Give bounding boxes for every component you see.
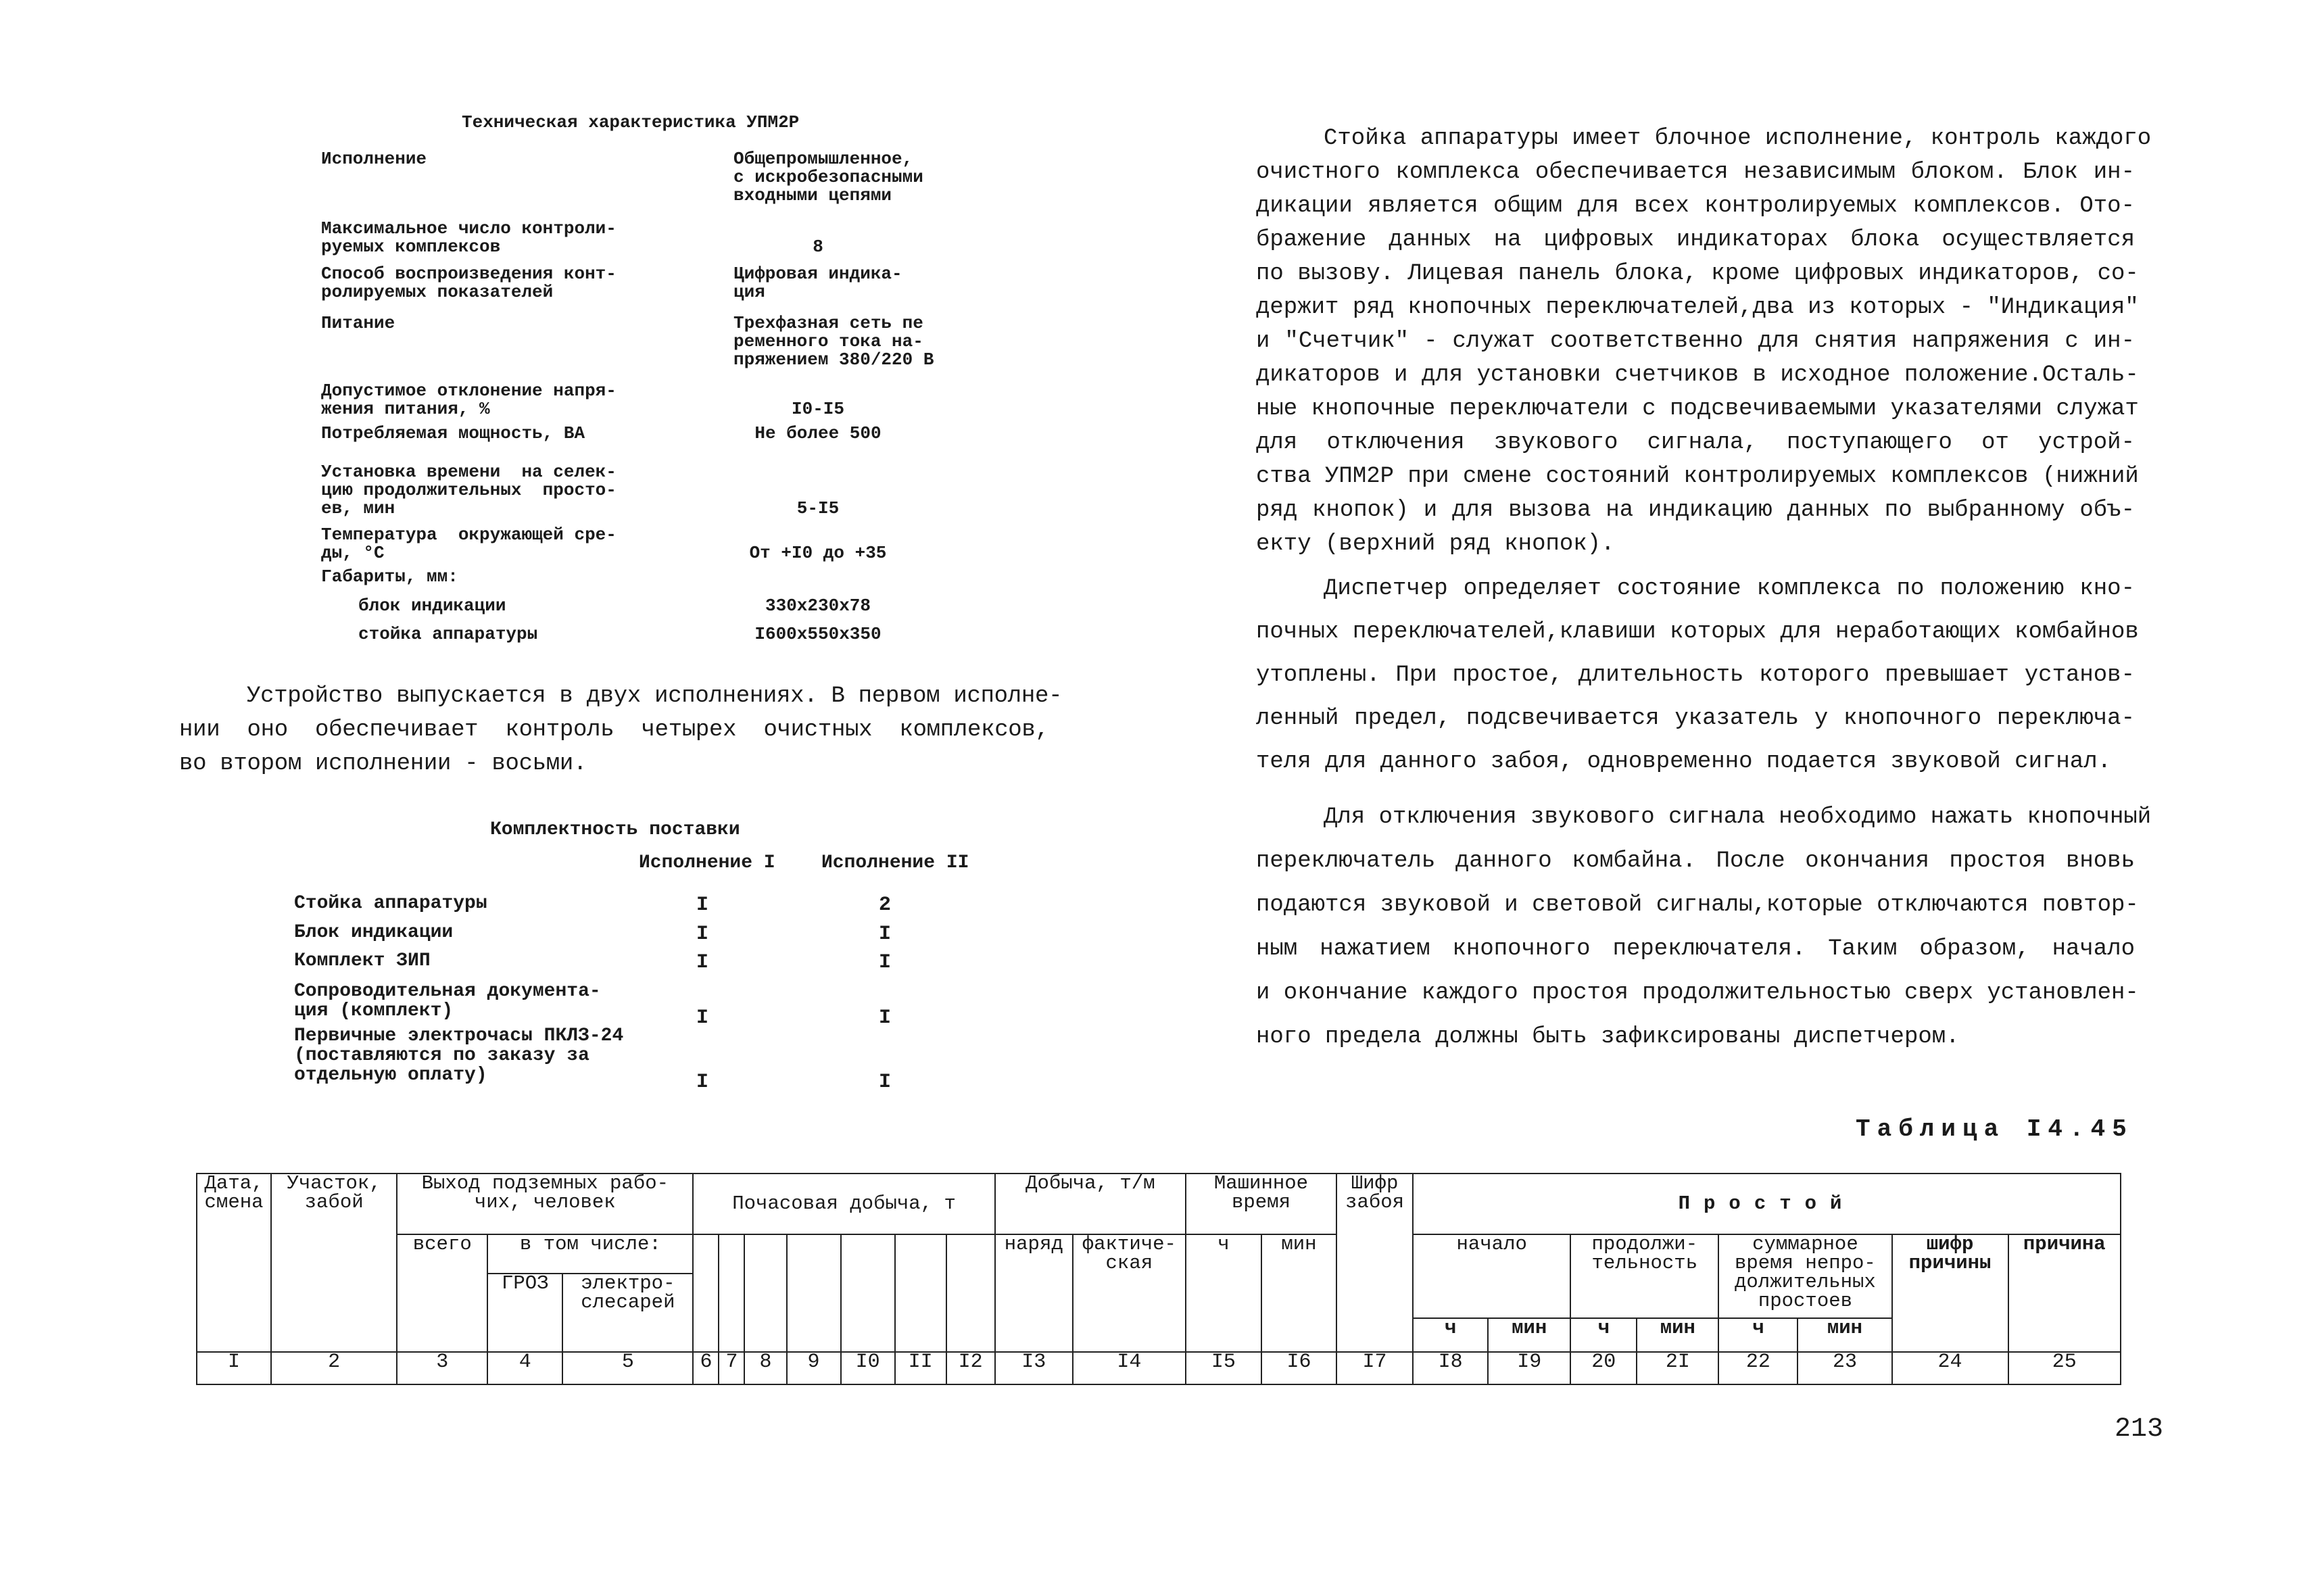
- spec-value-line: I600x550x350: [754, 624, 882, 644]
- header-duration: продолжи- тельность: [1570, 1234, 1718, 1318]
- column-number: 22: [1718, 1352, 1798, 1384]
- column-number: I4: [1073, 1352, 1186, 1384]
- paragraph-line: теля для данного забоя, одновременно подается звуковой сигнал.: [1256, 749, 2112, 775]
- header-including: в том числе:: [487, 1234, 693, 1274]
- kit-col1-header: Исполнение I: [639, 852, 775, 873]
- paragraph-line: бражение данных на цифровых индикаторах блока осуществляется: [1256, 227, 2135, 253]
- kit-item-v1: I: [696, 923, 709, 946]
- column-number: I5: [1186, 1352, 1261, 1384]
- header-section: Участок, забой: [271, 1174, 397, 1352]
- column-number: I6: [1261, 1352, 1336, 1384]
- left-paragraph: [179, 679, 1063, 781]
- paragraph-line: для отключения звукового сигнала, поступающего от устрой-: [1256, 430, 2135, 456]
- kit-item-line: отдельную оплату): [294, 1065, 487, 1086]
- kit-item-v2: I: [879, 1071, 892, 1094]
- spec-value-line: Цифровая индика-: [733, 264, 902, 284]
- paragraph-line: утоплены. При простое, длительность которого превышает установ-: [1256, 662, 2135, 688]
- header-workers: Выход подземных рабо- чих, человек: [397, 1174, 693, 1234]
- spec-label: [321, 314, 395, 333]
- paragraph-line: по вызову. Лицевая панель блока, кроме цифровых индикаторов, со-: [1256, 261, 2139, 287]
- header-reason-code: шифр причины: [1892, 1234, 2008, 1352]
- column-number-row: [197, 1352, 2121, 1384]
- paragraph-line: переключатель данного комбайна. После окончания простоя вновь: [1256, 848, 2135, 874]
- column-number: I7: [1336, 1352, 1413, 1384]
- spec-label-line: цию продолжительных просто-: [321, 480, 617, 500]
- spec-value: [733, 150, 923, 205]
- kit-item-label: [294, 982, 601, 1021]
- kit-item-line: Стойка аппаратуры: [294, 893, 487, 914]
- header-start-h: ч: [1413, 1318, 1488, 1352]
- spec-label: [321, 463, 617, 518]
- spec-label-line: Питание: [321, 313, 395, 333]
- header-machine-h: ч: [1186, 1234, 1261, 1352]
- spec-label-line: ролируемых показателей: [321, 282, 554, 302]
- hour-col-6: [895, 1234, 946, 1352]
- table-caption: Таблица I4.45: [1856, 1115, 2133, 1143]
- header-electricians: электро- слесарей: [562, 1274, 693, 1352]
- header-machine-min: мин: [1261, 1234, 1336, 1352]
- spec-value-line: пряжением 380/220 В: [733, 349, 934, 370]
- spec-value-line: с искробезопасными: [733, 167, 923, 187]
- spec-label-line: Потребляемая мощность, ВА: [321, 423, 585, 443]
- kit-item-line: (поставляются по заказу за: [294, 1045, 589, 1066]
- spec-value-line: Не более 500: [754, 423, 882, 443]
- left-paragraph-line: во втором исполнении - восьми.: [179, 751, 587, 777]
- column-number: 24: [1892, 1352, 2008, 1384]
- header-downtime: Простой: [1413, 1174, 2121, 1234]
- header-groz: ГРОЗ: [487, 1274, 562, 1352]
- spec-value-line: I0-I5: [791, 399, 844, 419]
- spec-value-line: входными цепями: [733, 185, 892, 205]
- spec-label-line: Допустимое отклонение напря-: [321, 381, 617, 401]
- data-table: [196, 1173, 2121, 1385]
- column-number: 23: [1798, 1352, 1891, 1384]
- spec-value-line: 5-I5: [796, 498, 840, 518]
- spec-value-line: Общепромышленное,: [733, 149, 913, 169]
- paragraph-line: ного предела должны быть зафиксированы диспетчером.: [1256, 1024, 1960, 1050]
- kit-item-v1: I: [696, 894, 709, 917]
- column-number: 3: [397, 1352, 487, 1384]
- column-number: I9: [1488, 1352, 1570, 1384]
- spec-label-line: Установка времени на селек-: [321, 462, 617, 482]
- spec-value: [733, 544, 902, 562]
- spec-label: [321, 568, 458, 586]
- kit-item-v1: I: [696, 1007, 709, 1030]
- header-duration-min: мин: [1637, 1318, 1718, 1352]
- header-hourly-output: Почасовая добыча, т: [693, 1174, 994, 1234]
- paragraph-line: почных переключателей,клавиши которых для неработающих комбайнов: [1256, 619, 2139, 645]
- spec-value: [733, 625, 902, 644]
- header-output: Добыча, т/м: [995, 1174, 1186, 1234]
- header-plan: наряд: [995, 1234, 1073, 1352]
- page-number: 213: [2115, 1414, 2164, 1445]
- hour-col-5: [841, 1234, 895, 1352]
- kit-col2-header: Исполнение II: [821, 852, 969, 873]
- spec-label-line: Способ воспроизведения конт-: [321, 264, 617, 284]
- hour-col-2: [719, 1234, 744, 1352]
- left-paragraph-line: нии оно обеспечивает контроль четырех очистных комплексов,: [179, 717, 1049, 743]
- paragraph-line: и окончание каждого простоя продолжительностью сверх установлен-: [1256, 980, 2139, 1006]
- hour-col-7: [946, 1234, 995, 1352]
- paragraph-line: ные кнопочные переключатели с подсвечиваемыми указателями служат: [1256, 396, 2139, 422]
- left-paragraph-line: Устройство выпускается в двух исполнениях. В первом исполне-: [247, 683, 1063, 709]
- column-number: 5: [562, 1352, 693, 1384]
- header-duration-h: ч: [1570, 1318, 1637, 1352]
- spec-label: [321, 265, 617, 301]
- header-start: начало: [1413, 1234, 1570, 1318]
- paragraph-line: ным нажатием кнопочного переключателя. Таким образом, начало: [1256, 936, 2135, 962]
- kit-item-v2: I: [879, 1007, 892, 1030]
- header-total-h: ч: [1718, 1318, 1798, 1352]
- kit-item-line: Комплект ЗИП: [294, 950, 431, 971]
- column-number: I: [197, 1352, 271, 1384]
- header-total-min: мин: [1798, 1318, 1891, 1352]
- spec-value: [733, 238, 902, 256]
- spec-value-line: Трехфазная сеть пе: [733, 313, 923, 333]
- spec-value: [733, 500, 902, 518]
- spec-label-line: ев, мин: [321, 498, 395, 518]
- spec-label-line: Температура окружающей сре-: [321, 525, 617, 545]
- kit-item-v1: I: [696, 951, 709, 974]
- kit-item-label: [294, 951, 431, 971]
- kit-item-line: ция (комплект): [294, 1000, 454, 1021]
- spec-label-line: Габариты, мм:: [321, 566, 458, 587]
- column-number: 9: [787, 1352, 841, 1384]
- spec-value-line: 8: [813, 237, 823, 257]
- spec-value: [733, 400, 902, 418]
- spec-label-line: Максимальное число контроли-: [321, 218, 617, 239]
- kit-title: Комплектность поставки: [490, 819, 740, 840]
- hour-col-1: [693, 1234, 719, 1352]
- kit-item-label: [294, 923, 453, 942]
- column-number: 4: [487, 1352, 562, 1384]
- kit-item-label: [294, 894, 487, 913]
- hour-col-4: [787, 1234, 841, 1352]
- column-number: I0: [841, 1352, 895, 1384]
- spec-title: Техническая характеристика УПМ2Р: [462, 112, 800, 132]
- spec-value-line: От +I0 до +35: [749, 543, 887, 563]
- column-number: 20: [1570, 1352, 1637, 1384]
- kit-item-line: Блок индикации: [294, 922, 454, 943]
- spec-label-line: ды, °С: [321, 543, 385, 563]
- column-number: 25: [2008, 1352, 2121, 1384]
- spec-value: [733, 425, 902, 443]
- paragraph-line: Для отключения звукового сигнала необходимо нажать кнопочный: [1324, 804, 2152, 830]
- spec-value: [733, 314, 934, 369]
- column-number: 7: [719, 1352, 744, 1384]
- column-number: 2: [271, 1352, 397, 1384]
- paragraph-line: ряд кнопок) и для вызова на индикацию данных по выбранному объ-: [1256, 498, 2135, 523]
- kit-item-line: Сопроводительная документа-: [294, 981, 601, 1002]
- column-number: 6: [693, 1352, 719, 1384]
- spec-label: [321, 425, 585, 443]
- spec-label-line: блок индикации: [358, 596, 506, 616]
- header-total-time: суммарное время непро- должительных простоев: [1718, 1234, 1891, 1318]
- kit-item-v2: I: [879, 923, 892, 946]
- header-total: всего: [397, 1234, 487, 1352]
- spec-label: [321, 526, 617, 562]
- spec-label: [321, 220, 617, 256]
- column-number: I3: [995, 1352, 1073, 1384]
- paragraph-line: очистного комплекса обеспечивается независимым блоком. Блок ин-: [1256, 160, 2135, 185]
- paragraph-line: екту (верхний ряд кнопок).: [1256, 531, 1615, 557]
- paragraph-line: подаются звуковой и световой сигналы,которые отключаются повтор-: [1256, 892, 2139, 918]
- header-start-min: мин: [1488, 1318, 1570, 1352]
- kit-item-v2: I: [879, 951, 892, 974]
- spec-label: [321, 150, 427, 168]
- header-reason: причина: [2008, 1234, 2121, 1352]
- kit-item-v1: I: [696, 1071, 709, 1094]
- paragraph-line: ства УПМ2Р при смене состояний контролируемых комплексов (нижний: [1256, 464, 2139, 489]
- spec-label-line: руемых комплексов: [321, 237, 501, 257]
- kit-item-label: [294, 1026, 623, 1085]
- header-code: Шифр забоя: [1336, 1174, 1413, 1352]
- paragraph-line: держит ряд кнопочных переключателей,два из которых - "Индикация": [1256, 295, 2139, 320]
- kit-item-line: Первичные электрочасы ПКЛЗ-24: [294, 1025, 624, 1046]
- spec-value: [733, 265, 902, 301]
- spec-label-line: стойка аппаратуры: [358, 624, 538, 644]
- spec-value-line: 330x230x78: [765, 596, 871, 616]
- spec-value: [733, 597, 902, 615]
- paragraph-line: дикации является общим для всех контролируемых комплексов. Ото-: [1256, 193, 2135, 219]
- paragraph-line: Стойка аппаратуры имеет блочное исполнение, контроль каждого: [1324, 126, 2152, 151]
- column-number: 8: [744, 1352, 786, 1384]
- column-number: I2: [946, 1352, 995, 1384]
- paragraph-line: и "Счетчик" - служат соответственно для снятия напряжения с ин-: [1256, 329, 2135, 354]
- spec-label: [321, 382, 617, 418]
- header-date: Дата, смена: [197, 1174, 271, 1352]
- spec-label: [358, 625, 537, 644]
- header-machine-time: Машинное время: [1186, 1174, 1336, 1234]
- spec-label-line: жения питания, %: [321, 399, 490, 419]
- paragraph-line: ленный предел, подсвечивается указатель у кнопочного переключа-: [1256, 706, 2135, 731]
- header-actual: фактиче- ская: [1073, 1234, 1186, 1352]
- column-number: I8: [1413, 1352, 1488, 1384]
- column-number: 2I: [1637, 1352, 1718, 1384]
- kit-item-v2: 2: [879, 894, 892, 917]
- hour-col-3: [744, 1234, 786, 1352]
- spec-value-line: ция: [733, 282, 765, 302]
- spec-label-line: Исполнение: [321, 149, 427, 169]
- spec-label: [358, 597, 506, 615]
- paragraph-line: Диспетчер определяет состояние комплекса по положению кно-: [1324, 576, 2135, 602]
- paragraph-line: дикаторов и для установки счетчиков в исходное положение.Осталь-: [1256, 362, 2139, 388]
- column-number: II: [895, 1352, 946, 1384]
- spec-value-line: ременного тока на-: [733, 331, 923, 352]
